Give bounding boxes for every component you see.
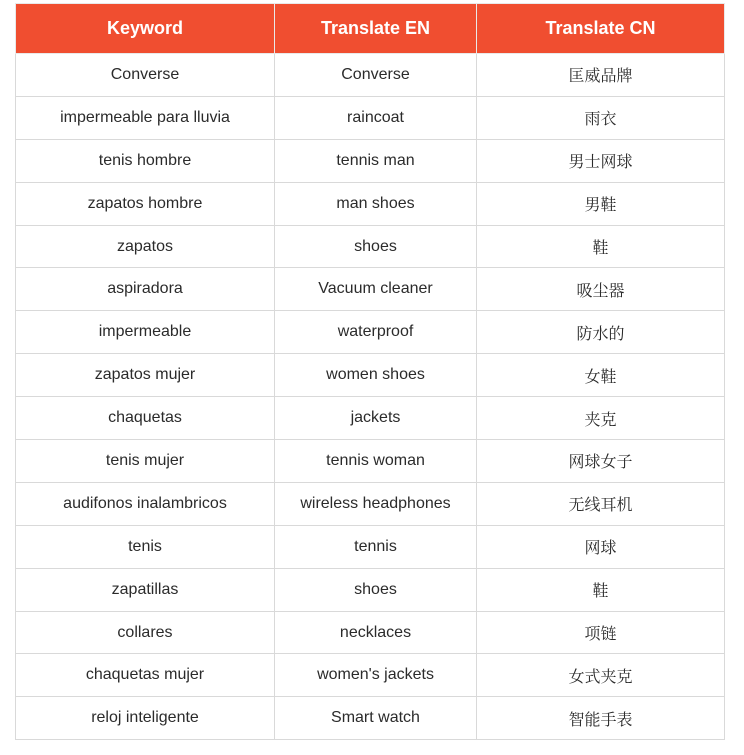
keyword-cell: chaquetas mujer [16,654,275,697]
keyword-cell: zapatos hombre [16,182,275,225]
keyword-cell: tenis hombre [16,139,275,182]
table-row [16,96,725,139]
table-header-row [16,4,725,54]
keyword-translation-table-container [15,3,724,740]
translate-cn-cell: 项链 [477,611,725,654]
translate-en-cell: Converse [275,54,477,97]
keyword-cell: aspiradora [16,268,275,311]
translate-cn-cell: 智能手表 [477,697,725,740]
translate-cn-cell: 男士网球 [477,139,725,182]
keyword-cell: zapatillas [16,568,275,611]
translate-cn-cell: 防水的 [477,311,725,354]
translate-en-cell: tennis man [275,139,477,182]
keyword-cell: zapatos [16,225,275,268]
translate-cn-cell: 女鞋 [477,354,725,397]
keyword-cell: tenis mujer [16,440,275,483]
translate-cn-cell: 匡威品牌 [477,54,725,97]
translate-en-cell: shoes [275,568,477,611]
keyword-cell: reloj inteligente [16,697,275,740]
header-translate-cn: Translate CN [477,4,725,54]
table-row [16,611,725,654]
table-row [16,225,725,268]
translate-en-cell: man shoes [275,182,477,225]
translate-en-cell: tennis [275,525,477,568]
keyword-cell: chaquetas [16,397,275,440]
translate-en-cell: women's jackets [275,654,477,697]
translate-en-cell: tennis woman [275,440,477,483]
translate-en-cell: waterproof [275,311,477,354]
table-row [16,311,725,354]
keyword-cell: impermeable para lluvia [16,96,275,139]
translate-en-cell: Smart watch [275,697,477,740]
translate-en-cell: jackets [275,397,477,440]
keyword-cell: zapatos mujer [16,354,275,397]
table-row [16,697,725,740]
table-row [16,568,725,611]
keyword-cell: collares [16,611,275,654]
translate-cn-cell: 男鞋 [477,182,725,225]
translate-cn-cell: 鞋 [477,225,725,268]
table-row [16,268,725,311]
keyword-cell: audifonos inalambricos [16,482,275,525]
translate-cn-cell: 夹克 [477,397,725,440]
table-row [16,182,725,225]
translate-en-cell: raincoat [275,96,477,139]
table-row [16,654,725,697]
translate-cn-cell: 网球 [477,525,725,568]
keyword-cell: Converse [16,54,275,97]
table-row [16,54,725,97]
table-row [16,482,725,525]
translate-cn-cell: 雨衣 [477,96,725,139]
header-translate-en: Translate EN [275,4,477,54]
header-keyword: Keyword [16,4,275,54]
translate-cn-cell: 女式夹克 [477,654,725,697]
translate-cn-cell: 无线耳机 [477,482,725,525]
table-row [16,354,725,397]
keyword-translation-table [15,3,725,740]
table-row [16,525,725,568]
table-row [16,139,725,182]
translate-en-cell: wireless headphones [275,482,477,525]
translate-cn-cell: 鞋 [477,568,725,611]
keyword-cell: impermeable [16,311,275,354]
translate-cn-cell: 网球女子 [477,440,725,483]
translate-en-cell: necklaces [275,611,477,654]
table-row [16,397,725,440]
translate-en-cell: shoes [275,225,477,268]
table-row [16,440,725,483]
translate-en-cell: Vacuum cleaner [275,268,477,311]
translate-cn-cell: 吸尘器 [477,268,725,311]
translate-en-cell: women shoes [275,354,477,397]
keyword-cell: tenis [16,525,275,568]
